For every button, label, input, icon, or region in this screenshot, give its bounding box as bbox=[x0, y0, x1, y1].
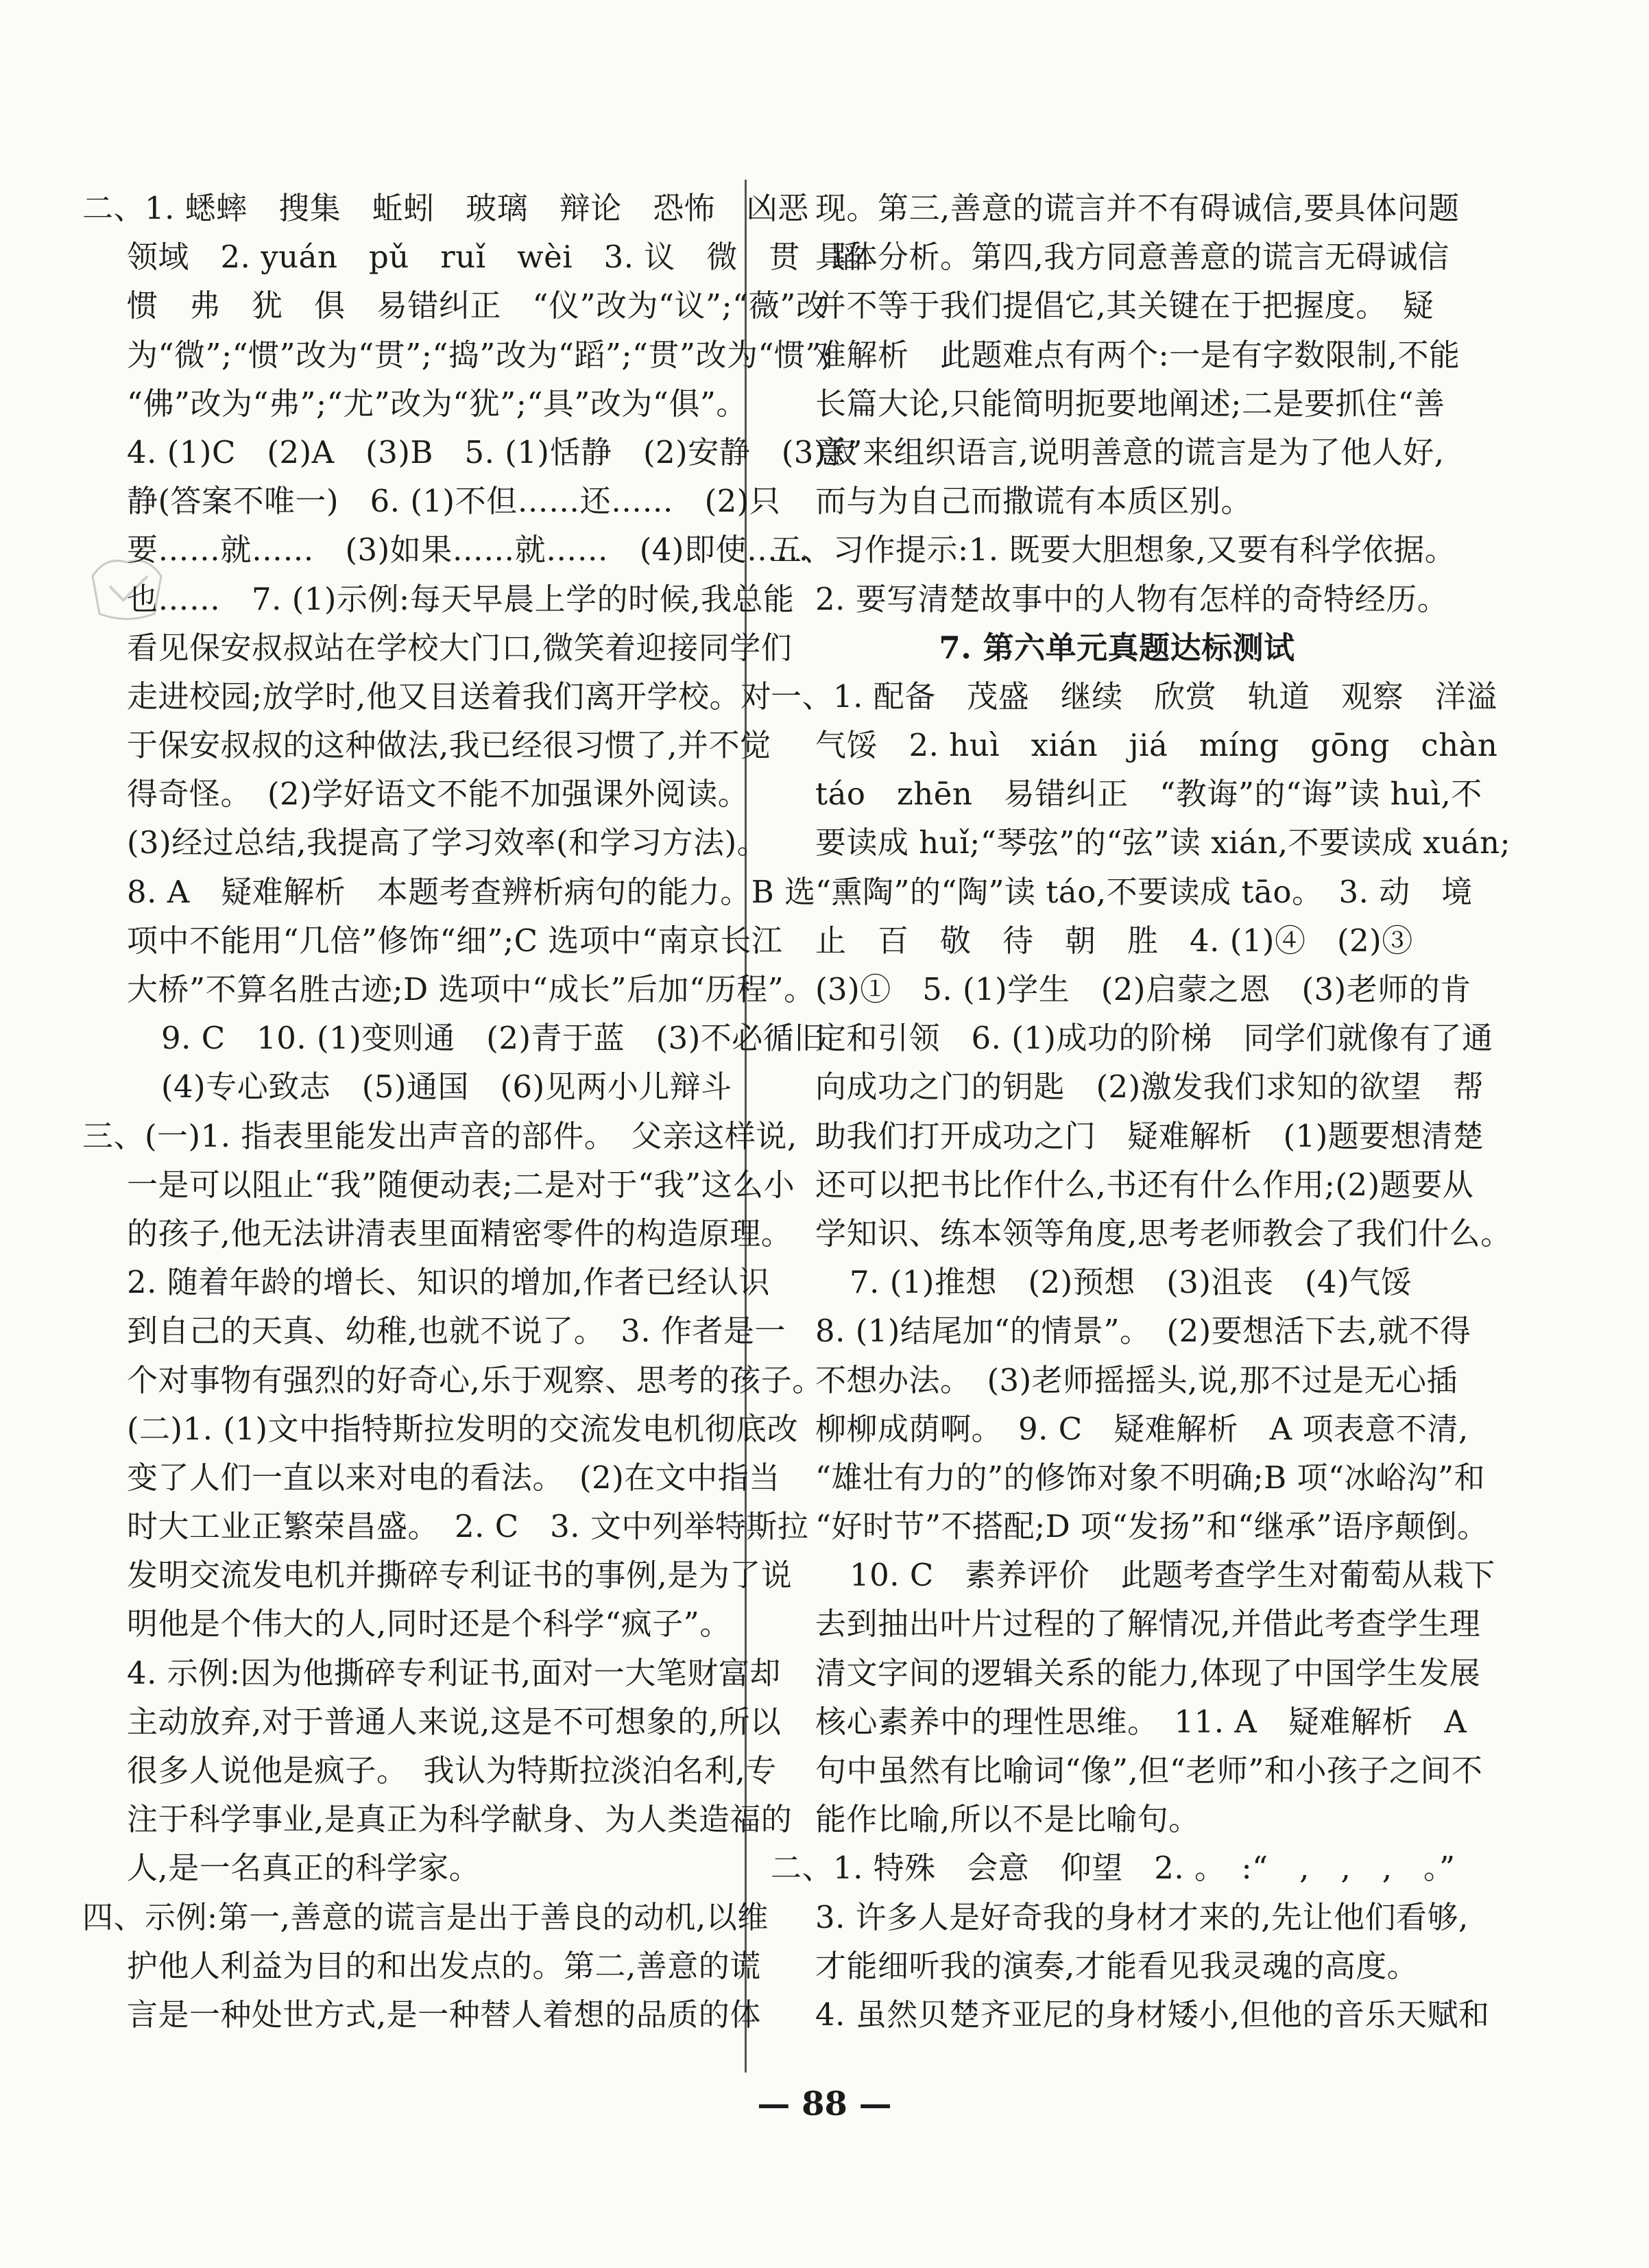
answer-line: 定和引领 6. (1)成功的阶梯 同学们就像有了通 bbox=[815, 1020, 1493, 1057]
answer-line: 8. A 疑难解析 本题考查辨析病句的能力。B 选 bbox=[127, 873, 816, 910]
answer-line: “佛”改为“弗”;“尤”改为“犹”;“具”改为“俱”。 bbox=[127, 385, 747, 422]
answer-line: 注于科学事业,是真正为科学献身、为人类造福的 bbox=[127, 1801, 793, 1838]
answer-line: “好时节”不搭配;D 项“发扬”和“继承”语序颠倒。 bbox=[815, 1508, 1489, 1545]
answer-line: 9. C 10. (1)变则通 (2)青于蓝 (3)不必循旧 bbox=[161, 1020, 826, 1057]
answer-line: 人,是一名真正的科学家。 bbox=[127, 1850, 481, 1887]
answer-line: 走进校园;放学时,他又目送着我们离开学校。对 bbox=[127, 678, 772, 715]
answer-line: 去到抽出叶片过程的了解情况,并借此考查学生理 bbox=[815, 1605, 1481, 1643]
answer-line: 4. 示例:因为他撕碎专利证书,面对一大笔财富却 bbox=[127, 1654, 781, 1691]
answer-line: 一、1. 配备 茂盛 继续 欣赏 轨道 观察 洋溢 bbox=[771, 678, 1497, 715]
answer-line: 言是一种处世方式,是一种替人着想的品质的体 bbox=[127, 1996, 761, 2033]
answer-line: 时大工业正繁荣昌盛。 2. C 3. 文中列举特斯拉 bbox=[127, 1508, 809, 1545]
answer-line: 柳柳成荫啊。 9. C 疑难解析 A 项表意不清, bbox=[815, 1410, 1469, 1447]
section-heading: 7. 第六单元真题达标测试 bbox=[939, 629, 1295, 666]
answer-line: 4. 虽然贝楚齐亚尼的身材矮小,但他的音乐天赋和 bbox=[815, 1996, 1490, 2033]
answer-line: 的孩子,他无法讲清表里面精密零件的构造原理。 bbox=[127, 1215, 793, 1252]
answer-line: 护他人利益为目的和出发点的。第二,善意的谎 bbox=[127, 1947, 761, 1984]
answer-line: 还可以把书比作什么,书还有什么作用;(2)题要从 bbox=[815, 1166, 1474, 1203]
answer-line: táo zhēn 易错纠正 “教诲”的“诲”读 huì,不 bbox=[815, 776, 1482, 813]
answer-line: 止 百 敬 待 朝 胜 4. (1)④ (2)③ bbox=[815, 922, 1413, 959]
answer-line: “雄壮有力的”的修饰对象不明确;B 项“冰峪沟”和 bbox=[815, 1459, 1486, 1496]
answer-line: 清文字间的逻辑关系的能力,体现了中国学生发展 bbox=[815, 1654, 1481, 1691]
answer-line: 发明交流发电机并撕碎专利证书的事例,是为了说 bbox=[127, 1557, 793, 1594]
answer-line: 主动放弃,对于普通人来说,这是不可想象的,所以 bbox=[127, 1703, 782, 1740]
answer-line: 一是可以阻止“我”随便动表;二是对于“我”这么小 bbox=[127, 1166, 795, 1203]
answer-line: (4)专心致志 (5)通国 (6)见两小儿辩斗 bbox=[161, 1069, 732, 1106]
answer-line: 现。第三,善意的谎言并不有碍诚信,要具体问题 bbox=[815, 190, 1460, 226]
answer-line: (二)1. (1)文中指特斯拉发明的交流发电机彻底改 bbox=[127, 1410, 799, 1447]
answer-line: 领域 2. yuán pǔ ruǐ wèi 3. 议 微 贯 蹈 bbox=[127, 239, 863, 276]
answer-line: 惯 弗 犹 俱 易错纠正 “仪”改为“议”;“薇”改 bbox=[127, 287, 828, 324]
left-column bbox=[82, 184, 863, 2039]
answer-line: 得奇怪。 (2)学好语文不能不加强课外阅读。 bbox=[127, 776, 749, 813]
answer-line: 能作比喻,所以不是比喻句。 bbox=[815, 1801, 1200, 1838]
answer-line: 具体分析。第四,我方同意善意的谎言无碍诚信 bbox=[815, 239, 1449, 276]
answer-line: 为“微”;“惯”改为“贯”;“捣”改为“蹈”;“贯”改为“惯”; bbox=[127, 336, 832, 373]
answer-line: 二、1. 特殊 会意 仰望 2. 。 :“ , , , 。” bbox=[771, 1850, 1456, 1887]
answer-line: 也…… 7. (1)示例:每天早晨上学的时候,我总能 bbox=[127, 580, 795, 617]
answer-line: 要读成 huǐ;“琴弦”的“弦”读 xián,不要读成 xuán; bbox=[815, 824, 1511, 861]
answer-line: 8. (1)结尾加“的情景”。 (2)要想活下去,就不得 bbox=[815, 1313, 1471, 1350]
answer-line: 难解析 此题难点有两个:一是有字数限制,不能 bbox=[815, 336, 1460, 373]
answer-line: 长篇大论,只能简明扼要地阐述;二是要抓住“善 bbox=[815, 385, 1445, 422]
answer-line: 变了人们一直以来对电的看法。 (2)在文中指当 bbox=[127, 1459, 780, 1496]
answer-line: 2. 随着年龄的增长、知识的增加,作者已经认识 bbox=[127, 1264, 771, 1301]
answer-line: 明他是个伟大的人,同时还是个科学“疯子”。 bbox=[127, 1605, 731, 1643]
answer-line: 意”来组织语言,说明善意的谎言是为了他人好, bbox=[815, 433, 1445, 470]
answer-line: (3)经过总结,我提高了学习效率(和学习方法)。 bbox=[127, 824, 769, 861]
answer-line: 学知识、练本领等角度,思考老师教会了我们什么。 bbox=[815, 1215, 1512, 1252]
answer-line: 4. (1)C (2)A (3)B 5. (1)恬静 (2)安静 (3)寂 bbox=[127, 433, 858, 470]
answer-line: 核心素养中的理性思维。 11. A 疑难解析 A bbox=[815, 1703, 1467, 1740]
answer-line: “熏陶”的“陶”读 táo,不要读成 tāo。 3. 动 境 bbox=[815, 873, 1473, 910]
answer-line: 四、示例:第一,善意的谎言是出于善良的动机,以维 bbox=[82, 1898, 769, 1935]
answer-line: 三、(一)1. 指表里能发出声音的部件。 父亲这样说, bbox=[82, 1117, 797, 1154]
answer-line: 3. 许多人是好奇我的身材才来的,先让他们看够, bbox=[815, 1898, 1469, 1935]
answer-line: 才能细听我的演奏,才能看见我灵魂的高度。 bbox=[815, 1947, 1419, 1984]
answer-line: 静(答案不唯一) 6. (1)不但……还…… (2)只 bbox=[127, 483, 781, 520]
answer-line: (3)① 5. (1)学生 (2)启蒙之恩 (3)老师的肯 bbox=[815, 971, 1471, 1007]
answer-line: 10. C 素养评价 此题考查学生对葡萄从栽下 bbox=[850, 1557, 1495, 1594]
answer-line: 而与为自己而撒谎有本质区别。 bbox=[815, 483, 1253, 520]
answer-line: 大桥”不算名胜古迹;D 选项中“成长”后加“历程”。 bbox=[127, 971, 815, 1007]
right-column bbox=[771, 184, 1512, 2039]
answer-line: 到自己的天真、幼稚,也就不说了。 3. 作者是一 bbox=[127, 1313, 786, 1350]
answer-line: 项中不能用“几倍”修饰“细”;C 选项中“南京长江 bbox=[127, 922, 783, 959]
answer-line: 看见保安叔叔站在学校大门口,微笑着迎接同学们 bbox=[127, 629, 793, 666]
answer-line: 气馁 2. huì xián jiá míng gōng chàn bbox=[815, 727, 1498, 764]
answer-line: 并不等于我们提倡它,其关键在于把握度。 疑 bbox=[815, 287, 1434, 324]
answer-line: 2. 要写清楚故事中的人物有怎样的奇特经历。 bbox=[815, 580, 1449, 617]
answer-line: 向成功之门的钥匙 (2)激发我们求知的欲望 帮 bbox=[815, 1069, 1484, 1106]
answer-line: 很多人说他是疯子。 我认为特斯拉淡泊名利,专 bbox=[127, 1752, 777, 1789]
answer-line: 于保安叔叔的这种做法,我已经很习惯了,并不觉 bbox=[127, 727, 771, 764]
answer-line: 不想办法。 (3)老师摇摇头,说,那不过是无心插 bbox=[815, 1361, 1458, 1398]
answer-line: 句中虽然有比喻词“像”,但“老师”和小孩子之间不 bbox=[815, 1752, 1483, 1789]
answer-line: 助我们打开成功之门 疑难解析 (1)题要想清楚 bbox=[815, 1117, 1484, 1154]
answer-line: 要……就…… (3)如果……就…… (4)即使…… bbox=[127, 532, 809, 569]
answer-line: 7. (1)推想 (2)预想 (3)沮丧 (4)气馁 bbox=[850, 1264, 1412, 1301]
answer-line: 二、1. 蟋蟀 搜集 蚯蚓 玻璃 辩论 恐怖 凶恶 bbox=[82, 190, 809, 226]
page-number: — 88 — bbox=[757, 2085, 892, 2123]
answer-line: 五、习作提示:1. 既要大胆想象,又要有科学依据。 bbox=[771, 532, 1456, 569]
answer-line: 个对事物有强烈的好奇心,乐于观察、思考的孩子。 bbox=[127, 1361, 823, 1398]
